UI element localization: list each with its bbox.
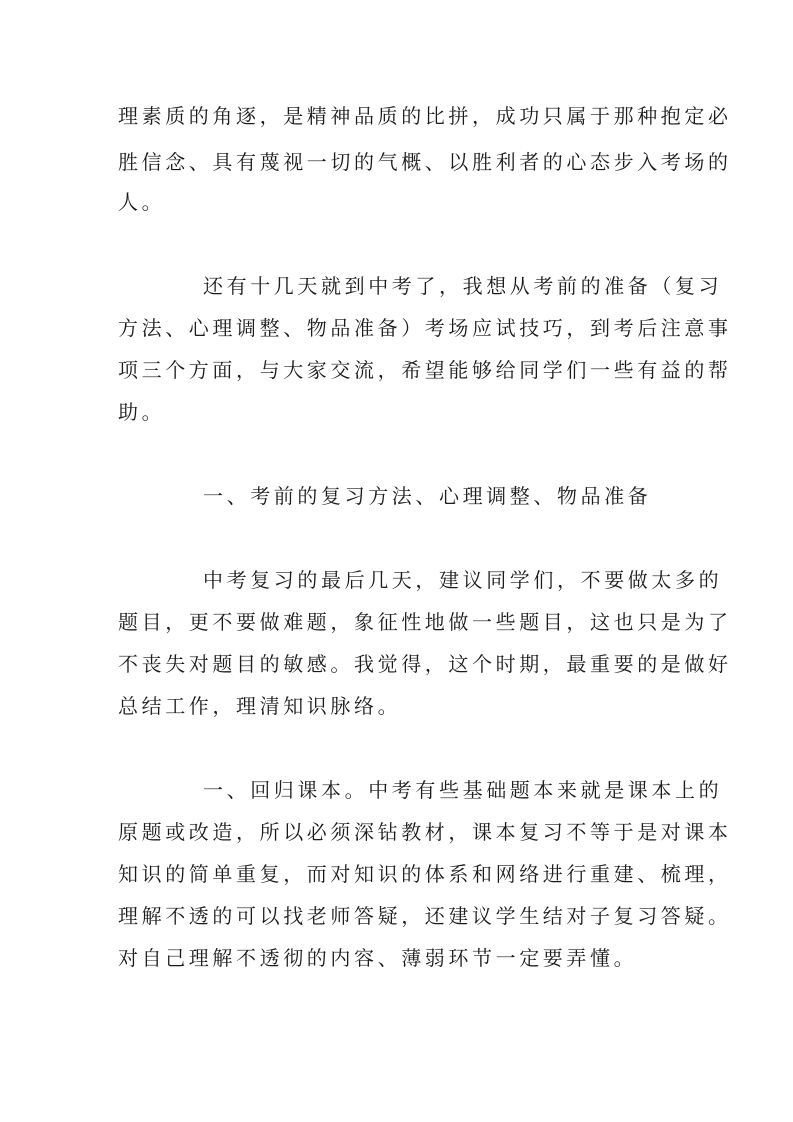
paragraph-1-line-3: 人。 xyxy=(118,190,166,214)
paragraph-4-line-4: 理解不透的可以找老师答疑，还建议学生结对子复习答疑。 xyxy=(118,904,732,928)
paragraph-4-line-1: 一、回归课本。中考有些基础题本来就是课本上的 xyxy=(203,778,723,802)
paragraph-3-line-3: 不丧失对题目的敏感。我觉得，这个时期，最重要的是做好 xyxy=(118,652,732,676)
paragraph-2-line-3: 项三个方面，与大家交流，希望能够给同学们一些有益的帮 xyxy=(118,358,732,382)
paragraph-2-line-2: 方法、心理调整、物品准备）考场应试技巧，到考后注意事 xyxy=(118,316,732,340)
paragraph-1-line-2: 胜信念、具有蔑视一切的气概、以胜利者的心态步入考场的 xyxy=(118,150,732,174)
paragraph-4-line-2: 原题或改造，所以必须深钻教材，课本复习不等于是对课本 xyxy=(118,820,732,844)
paragraph-3-line-2: 题目，更不要做难题，象征性地做一些题目，这也只是为了 xyxy=(118,610,732,634)
paragraph-3-line-1: 中考复习的最后几天，建议同学们，不要做太多的 xyxy=(203,568,723,592)
paragraph-2-line-4: 助。 xyxy=(118,400,166,424)
paragraph-3-line-4: 总结工作，理清知识脉络。 xyxy=(118,694,402,718)
paragraph-4-line-3: 知识的简单重复，而对知识的体系和网络进行重建、梳理， xyxy=(118,862,732,886)
section-heading: 一、考前的复习方法、心理调整、物品准备 xyxy=(203,484,652,508)
paragraph-1-line-1: 理素质的角逐，是精神品质的比拼，成功只属于那种抱定必 xyxy=(118,104,732,128)
paragraph-2-line-1: 还有十几天就到中考了，我想从考前的准备（复习 xyxy=(203,274,723,298)
paragraph-4-line-5: 对自己理解不透彻的内容、薄弱环节一定要弄懂。 xyxy=(118,946,638,970)
